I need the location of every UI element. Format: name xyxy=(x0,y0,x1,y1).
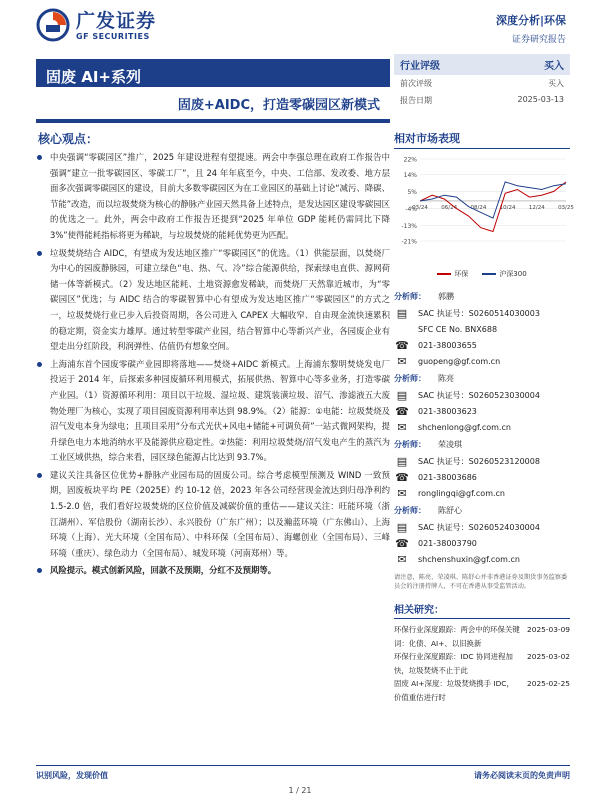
analyst-cert: SAC 执证号：S0260523030004 xyxy=(418,390,540,400)
analyst-list xyxy=(394,291,570,567)
id-card-icon: ▤ xyxy=(396,306,408,320)
analyst-email[interactable]: ronglingqi@gf.com.cn xyxy=(418,488,506,498)
sidebar xyxy=(394,130,574,704)
analyst-block xyxy=(394,439,570,501)
rating-box xyxy=(394,54,570,109)
analyst-note: 请注意，陈亮、荣凌琪、陈舒心并非香港证券及期货事务监察委员会的注册持牌人，不可在香港从事受监管活动。 xyxy=(394,574,568,590)
analyst-cert: SAC 执证号：S0260524030004 xyxy=(418,522,540,532)
email-icon: ✉ xyxy=(397,354,407,368)
analyst-name: 陈舒心 xyxy=(438,506,462,515)
analyst-name-row xyxy=(394,291,570,302)
related-item[interactable] xyxy=(394,650,570,677)
analyst-block xyxy=(394,373,570,435)
analyst-name-row xyxy=(394,439,570,450)
analyst-cert-row xyxy=(394,387,570,403)
analyst-email[interactable]: shchenshuxin@gf.com.cn xyxy=(418,554,520,564)
related-research xyxy=(394,601,570,704)
analyst-name: 陈亮 xyxy=(438,374,454,383)
x-tick-label: 03/24 xyxy=(412,204,428,211)
analyst-phone: 021-38003790 xyxy=(418,538,477,548)
related-item[interactable] xyxy=(394,677,570,704)
risk-paragraph: 风险提示。模式创新风险，回款不及预期，分红不及预期等。 xyxy=(36,563,390,579)
y-tick-label: 14% xyxy=(403,171,417,179)
gf-logo-icon xyxy=(36,8,70,42)
analyst-sfc: SFC CE No. BNX688 xyxy=(418,324,498,334)
related-item-date: 2025-03-09 xyxy=(527,625,570,634)
email-icon: ✉ xyxy=(397,552,407,566)
brand-name-cn: 广发证券 xyxy=(76,9,157,32)
core-paragraph-3: 上海浦东首个园废零碳产业园即将落地——焚烧+AIDC 新模式。上海浦东黎明焚烧发电厂投运于 2014 年，后探索多种园废循环利用模式，拓展供热、智算中心等多业务，打造零碳产业园。（1）资源循环利用：项目以干垃圾、湿垃圾、建筑装潢垃圾、沼气、渗滤液五大废物处理厂为核心，实现了项目园废资源利用率达到 98.9%。（2）能源：①电能：垃圾焚烧及沼气发电本身为绿电；且项目采用“分布式光伏+风电+储能+可调负荷”一站式微网架构，提升绿色电力本地消纳水平及能源供应稳定性。②热能：利用垃圾焚烧/沼气发电产生的蒸汽为工业区域供热，综合来看，园区绿色能源占比达到 93.7%。 xyxy=(36,357,390,466)
page-number: 1 / 21 xyxy=(288,786,312,795)
related-item-title: 环保行业深度跟踪：IDC 协同进程加快，垃圾焚烧不止于此 xyxy=(394,652,513,675)
report-type: 证券研究报告 xyxy=(511,35,566,45)
analyst-label: 分析师： xyxy=(394,374,426,383)
core-views-title: 核心观点： xyxy=(38,132,99,146)
report-date-label: 报告日期 xyxy=(400,96,432,105)
core-paragraph-4: 建议关注具备区位优势+静脉产业园布局的固废公司。综合考虑模型预测及 WIND 一致预期，固废板块平均 PE（2025E）约 10-12 倍，2023 年各公司经营现金流达到归母净利约 1.5-2.0 倍，我们看好垃圾焚烧的区位价值及减碳价值的重估——建议关注：旺能环境（浙江湖州）、军信股份（湖南长沙）、永兴股份（广东广州）；以及瀚蓝环境（广东佛山）、上海环境（上海）、光大环境（全国布局）、中科环保（全国布局）、海螺创业（全国布局）、三峰环境（重庆）、绿色动力（全国布局）、城发环境（河南郑州）等。 xyxy=(36,468,390,562)
analyst-cert: SAC 执证号：S0260514030003 xyxy=(418,308,540,318)
analyst-email-row xyxy=(394,551,570,567)
legend-item-a xyxy=(437,269,468,279)
id-card-icon: ▤ xyxy=(396,520,408,534)
related-list xyxy=(394,623,570,704)
phone-icon: ☎ xyxy=(395,404,409,418)
analyst-name-row xyxy=(394,373,570,384)
analyst-name-row xyxy=(394,505,570,516)
analyst-cert: SAC 执证号：S0260523120008 xyxy=(418,456,540,466)
analyst-label: 分析师： xyxy=(394,506,426,515)
y-tick-label: 5% xyxy=(407,188,417,196)
disclaimer-link[interactable]: 请务必阅读末页的免责声明 xyxy=(474,771,570,780)
id-card-icon: ▤ xyxy=(396,454,408,468)
report-date-row xyxy=(394,92,570,109)
y-tick-label: -4% xyxy=(405,206,417,214)
related-item-title: 环保行业深度跟踪：两会中的环保关键词：化债、AI+、以旧换新 xyxy=(394,625,520,648)
analyst-name: 郭鹏 xyxy=(438,292,454,301)
id-card-icon: ▤ xyxy=(396,388,408,402)
analyst-block xyxy=(394,505,570,567)
analyst-phone: 021-38003655 xyxy=(418,340,477,350)
analyst-phone-row xyxy=(394,403,570,419)
y-tick-label: -21% xyxy=(401,238,417,246)
brand-logo xyxy=(36,8,156,42)
x-tick-label: 06/24 xyxy=(441,204,458,211)
rating-header xyxy=(394,54,570,75)
report-title: 固废+AIDC，打造零碳园区新模式 xyxy=(177,98,380,113)
x-tick-label: 12/24 xyxy=(528,204,545,211)
blank-icon xyxy=(394,322,410,336)
phone-icon: ☎ xyxy=(395,536,409,550)
report-category: 深度分析|环保 xyxy=(495,14,566,27)
related-item-title: 固废 AI+深度：垃圾焚烧携手 IDC，价值重估进行时 xyxy=(394,679,514,702)
analyst-email[interactable]: shchenlong@gf.com.cn xyxy=(418,422,511,432)
title-underline xyxy=(36,122,390,123)
analyst-sfc-row xyxy=(394,321,570,337)
related-item[interactable] xyxy=(394,623,570,650)
series-line-2 xyxy=(420,182,566,218)
analyst-label: 分析师： xyxy=(394,292,426,301)
analyst-phone-row xyxy=(394,469,570,485)
report-meta xyxy=(496,12,566,45)
x-tick-label: 03/25 xyxy=(558,204,574,211)
core-paragraph-2: 垃圾焚烧结合 AIDC，有望成为发达地区推广“零碳园区”的优选。（1）供能层面，以焚烧厂为中心的园废静脉园，可建立绿色“电、热、气、冷”综合能源供给，探索绿电直供、源网荷储一体等新模式。（2）发达地区能耗、土地资源愈发稀缺，而焚烧厂天然靠近城市，为“零碳园区”优选；与 AIDC 结合的零碳智算中心有望成为发达地区推广“零碳园区”的方式之一，垃圾焚烧行业已步入后投资周期，各公司进入 CAPEX 大幅收窄、自由现金流快速累积的稳定期，资金实力雄厚。通过转型零碳产业园，结合智算中心等新兴产业，各园废企业有望走出分红阶段，利润弹性、估值仍有想象空间。 xyxy=(36,246,390,355)
core-views xyxy=(36,130,390,581)
x-tick-label: 10/24 xyxy=(499,204,516,211)
rating-label: 行业评级 xyxy=(400,61,440,72)
analyst-phone: 021-38003686 xyxy=(418,472,477,482)
legend-label-b: 沪深300 xyxy=(499,270,527,278)
analyst-cert-row xyxy=(394,305,570,321)
analyst-phone: 021-38003623 xyxy=(418,406,477,416)
analyst-phone-row xyxy=(394,535,570,551)
analyst-cert-row xyxy=(394,453,570,469)
chart-legend xyxy=(394,269,570,279)
footer-slogan: 识别风险，发现价值 xyxy=(36,771,108,780)
relative-performance-chart xyxy=(394,153,574,263)
phone-icon: ☎ xyxy=(395,338,409,352)
email-icon: ✉ xyxy=(397,420,407,434)
prev-rating-label: 前次评级 xyxy=(400,79,432,88)
analyst-email-row xyxy=(394,419,570,435)
analyst-label: 分析师： xyxy=(394,440,426,449)
analyst-phone-row xyxy=(394,337,570,353)
related-item-date: 2025-02-25 xyxy=(527,679,570,688)
y-tick-label: -13% xyxy=(401,223,417,231)
phone-icon: ☎ xyxy=(395,470,409,484)
analyst-email[interactable]: guopeng@gf.com.cn xyxy=(418,356,501,366)
prev-rating-row xyxy=(394,75,570,92)
legend-item-b xyxy=(482,269,526,279)
performance-title: 相对市场表现 xyxy=(394,130,570,149)
footer-divider xyxy=(36,765,570,766)
core-paragraph-1: 中央强调“零碳园区”推广，2025 年建设进程有望提速。两会中李强总理在政府工作报告中强调“建立一批零碳园区、零碳工厂”，且 24 年年底至今，中央、工信部、发改委、地方层面多次强调零碳园区的建设，目前大多数零碳园区为在工业园区的基础上讨论“减污、降碳、节能”改造，而以垃圾焚烧为核心的静脉产业园天然具备上述特点，是发达园区建设零碳园区的优选之一。此外，两会中政府工作报告还提到“2025 年单位 GDP 能耗仍需同比下降 3%”使得能耗指标将更为稀缺，与垃圾焚烧的能耗优势更为匹配。 xyxy=(36,150,390,244)
analyst-email-row xyxy=(394,485,570,501)
x-tick-label: 08/24 xyxy=(470,204,487,211)
prev-rating-value: 买入 xyxy=(548,79,564,88)
analyst-block xyxy=(394,291,570,369)
y-tick-label: 22% xyxy=(403,156,417,164)
related-item-date: 2025-03-02 xyxy=(527,652,570,661)
brand-name-en: GF SECURITIES xyxy=(76,31,150,41)
analyst-email-row xyxy=(394,353,570,369)
related-title: 相关研究： xyxy=(394,601,570,619)
analyst-name: 荣凌琪 xyxy=(438,440,462,449)
email-icon: ✉ xyxy=(397,486,407,500)
analyst-cert-row xyxy=(394,519,570,535)
series-title: 固废 AI+系列 xyxy=(46,68,141,86)
legend-label-a: 环保 xyxy=(454,270,469,278)
report-date-value: 2025-03-13 xyxy=(517,95,564,104)
rating-value: 买入 xyxy=(544,61,564,72)
